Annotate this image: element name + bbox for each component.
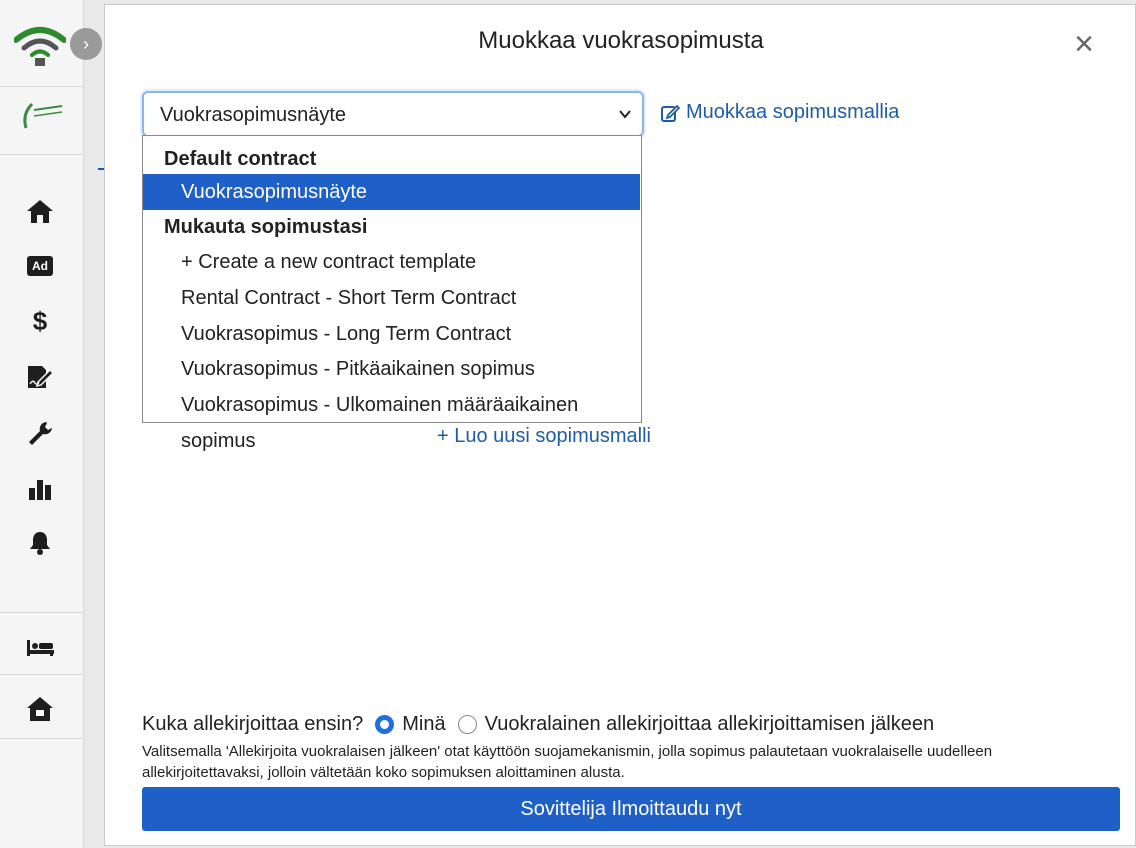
chevron-down-icon	[618, 107, 632, 121]
radio-tenant-label[interactable]: Vuokralainen allekirjoittaa allekirjoittamisen jälkeen	[484, 712, 935, 735]
dropdown-option[interactable]: Rental Contract - Short Term Contract	[181, 287, 517, 309]
first-signer-group	[142, 709, 946, 739]
new-template-link[interactable]: + Luo uusi sopimusmalli	[437, 425, 651, 447]
sidebar-divider	[0, 738, 84, 739]
wrench-icon[interactable]	[26, 420, 54, 446]
bar-chart-icon[interactable]	[26, 476, 54, 502]
modal-title: Muokkaa vuokrasopimusta	[478, 27, 764, 54]
bell-icon[interactable]	[26, 530, 54, 556]
wifi-home-logo-icon[interactable]	[14, 18, 66, 68]
bed-icon[interactable]	[26, 634, 54, 660]
sidebar-divider	[0, 154, 84, 155]
submit-button[interactable]: Sovittelija Ilmoittaudu nyt	[142, 787, 1120, 831]
house-icon[interactable]	[26, 696, 54, 722]
brand-logo-icon	[20, 98, 66, 134]
select-value: Vuokrasopimusnäyte	[160, 104, 347, 126]
edit-contract-modal	[104, 4, 1136, 846]
contract-sign-icon[interactable]	[26, 364, 54, 390]
home-icon[interactable]	[26, 198, 54, 224]
contract-template-select[interactable]	[142, 91, 644, 137]
dropdown-option[interactable]: Vuokrasopimus - Pitkäaikainen sopimus	[181, 358, 535, 380]
sidebar-divider	[0, 612, 84, 613]
first-signer-question: Kuka allekirjoittaa ensin?	[142, 712, 364, 735]
edit-template-link[interactable]	[660, 101, 899, 124]
dropdown-group-default: Default contract	[164, 148, 317, 170]
ad-icon[interactable]: Ad	[27, 256, 53, 276]
edit-icon	[660, 103, 680, 123]
dropdown-option[interactable]: Vuokrasopimus - Ulkomainen määräaikainen sopimus	[181, 394, 579, 452]
radio-me-label[interactable]: Minä	[402, 712, 446, 735]
dollar-icon[interactable]: $	[32, 306, 48, 336]
dropdown-option-selected[interactable]: Vuokrasopimusnäyte	[143, 174, 640, 210]
close-icon[interactable]: ×	[1074, 25, 1094, 63]
sidebar-divider	[0, 674, 84, 675]
sidebar	[0, 0, 89, 848]
signing-hint-text: Valitsemalla 'Allekirjoita vuokralaisen jälkeen' otat käyttöön suojamekanismin, jolla sopimus palautetaan vuokralaiselle uudelleen allekirjoitettavaksi, jolloin vältetään koko sopimuksen aloittaminen alusta.	[142, 743, 993, 781]
dropdown-option[interactable]: Vuokrasopimus - Long Term Contract	[181, 323, 512, 345]
sidebar-divider	[0, 86, 84, 87]
expand-sidebar-button[interactable]: ›	[70, 28, 102, 60]
radio-me[interactable]	[375, 715, 394, 734]
dropdown-group-custom: Mukauta sopimustasi	[164, 216, 368, 238]
radio-tenant[interactable]	[458, 715, 477, 734]
edit-template-label: Muokkaa sopimusmallia	[686, 101, 900, 123]
dropdown-option-create-template[interactable]: + Create a new contract template	[181, 251, 477, 273]
